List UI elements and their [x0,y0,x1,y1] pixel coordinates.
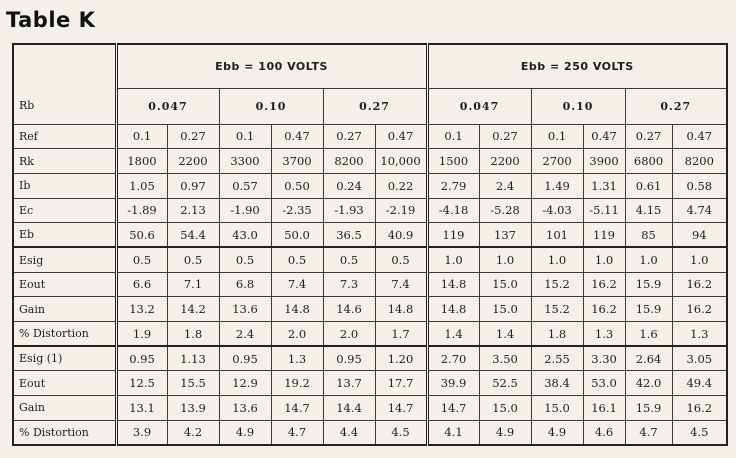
table-cell: 6.8 [219,272,271,297]
table-cell: 15.9 [625,272,672,297]
table-title: Table K [6,8,96,32]
row-label: Esig [13,247,116,272]
table-cell: -4.03 [531,198,583,223]
table-cell: 4.1 [427,420,479,445]
table-cell: 85 [625,223,672,248]
table-cell: 1800 [116,149,167,174]
table-cell: 0.58 [672,173,727,198]
table-cell: 0.5 [116,247,167,272]
table-cell: -4.18 [427,198,479,223]
table-cell: 7.4 [271,272,323,297]
header-blank-cell [13,44,116,88]
table-cell: 16.2 [672,396,727,421]
table-cell: 15.5 [167,371,219,396]
row-header-rb: Rb [13,88,116,124]
table-cell: 7.3 [323,272,375,297]
table-cell: 0.5 [271,247,323,272]
table-cell: 119 [583,223,625,248]
table-cell: 3.05 [672,346,727,371]
table-cell: 137 [479,223,531,248]
table-cell: 3.50 [479,346,531,371]
table-cell: 3300 [219,149,271,174]
rb-header: 0.27 [625,88,727,124]
table-cell: 16.2 [672,272,727,297]
table-cell: 0.95 [323,346,375,371]
table-cell: 49.4 [672,371,727,396]
table-cell: 1.8 [531,322,583,347]
table-cell: -1.90 [219,198,271,223]
table-cell: 101 [531,223,583,248]
table-cell: 54.4 [167,223,219,248]
table-cell: 15.0 [479,297,531,322]
table-cell: 53.0 [583,371,625,396]
table-cell: 6800 [625,149,672,174]
table-cell: 39.9 [427,371,479,396]
table-cell: 38.4 [531,371,583,396]
table-cell: 2.13 [167,198,219,223]
table-cell: 16.2 [672,297,727,322]
table-cell: 2.79 [427,173,479,198]
table-cell: 4.9 [531,420,583,445]
table-cell: 19.2 [271,371,323,396]
table-cell: 4.9 [479,420,531,445]
table-cell: 2.0 [271,322,323,347]
table-cell: 1.0 [479,247,531,272]
table-cell: 0.24 [323,173,375,198]
table-cell: 0.27 [167,124,219,149]
rb-header: 0.10 [219,88,323,124]
table-cell: 0.50 [271,173,323,198]
table-cell: 3.9 [116,420,167,445]
table-cell: 3700 [271,149,323,174]
table-cell: 1.0 [583,247,625,272]
table-cell: 1.3 [583,322,625,347]
table-cell: 0.5 [375,247,427,272]
table-cell: 7.4 [375,272,427,297]
table-cell: 4.7 [271,420,323,445]
table-cell: 2700 [531,149,583,174]
table-cell: 42.0 [625,371,672,396]
table-cell: 0.97 [167,173,219,198]
table-cell: 7.1 [167,272,219,297]
table-cell: 13.2 [116,297,167,322]
table-cell: 1.0 [672,247,727,272]
table-cell: 2200 [479,149,531,174]
table-cell: 0.5 [167,247,219,272]
table-cell: 1.4 [479,322,531,347]
table-body [13,124,727,445]
table-cell: 14.7 [375,396,427,421]
table-cell: 4.2 [167,420,219,445]
table-row [13,173,727,198]
row-label: Rk [13,149,116,174]
table-cell: 15.0 [479,396,531,421]
table-cell: 119 [427,223,479,248]
table-row [13,223,727,248]
table-cell: 13.9 [167,396,219,421]
table-row [13,371,727,396]
table-cell: 0.5 [219,247,271,272]
table-cell: 0.61 [625,173,672,198]
table-cell: 1.0 [625,247,672,272]
table-cell: 12.9 [219,371,271,396]
rb-header: 0.047 [116,88,219,124]
table-cell: 0.47 [375,124,427,149]
table-cell: 1.20 [375,346,427,371]
table-cell: 15.9 [625,396,672,421]
table-row [13,420,727,445]
table-cell: 4.74 [672,198,727,223]
table-cell: 0.27 [479,124,531,149]
table-cell: 0.1 [116,124,167,149]
table-cell: 0.47 [672,124,727,149]
table-cell: 15.2 [531,272,583,297]
table-cell: 17.7 [375,371,427,396]
row-label: Ib [13,173,116,198]
table-cell: 94 [672,223,727,248]
table-cell: 2.55 [531,346,583,371]
table-cell: 0.27 [323,124,375,149]
table-row [13,297,727,322]
table-row [13,346,727,371]
table-cell: 2.0 [323,322,375,347]
table-cell: 52.5 [479,371,531,396]
table-cell: 10,000 [375,149,427,174]
table-cell: 43.0 [219,223,271,248]
table-cell: 8200 [323,149,375,174]
table-cell: 16.2 [583,297,625,322]
table-cell: -5.28 [479,198,531,223]
table-cell: 4.5 [375,420,427,445]
table-cell: 4.7 [625,420,672,445]
table-cell: 14.2 [167,297,219,322]
table-cell: 14.8 [271,297,323,322]
table-cell: -1.93 [323,198,375,223]
table-cell: 13.7 [323,371,375,396]
table-row [13,247,727,272]
table-cell: 4.5 [672,420,727,445]
table-cell: 1.0 [531,247,583,272]
table-cell: 14.7 [427,396,479,421]
table-cell: 4.9 [219,420,271,445]
table-cell: 1.0 [427,247,479,272]
table-cell: 8200 [672,149,727,174]
row-label: Eout [13,371,116,396]
table-cell: 14.7 [271,396,323,421]
table-cell: 0.27 [625,124,672,149]
table-cell: 50.6 [116,223,167,248]
table-cell: -2.19 [375,198,427,223]
table-cell: -1.89 [116,198,167,223]
table-cell: 1.13 [167,346,219,371]
row-label: % Distortion [13,322,116,347]
rb-header: 0.27 [323,88,427,124]
table-cell: 1.4 [427,322,479,347]
table-cell: 0.95 [219,346,271,371]
row-label: Esig (1) [13,346,116,371]
table-cell: 0.5 [323,247,375,272]
table-cell: 15.2 [531,297,583,322]
table-cell: 3900 [583,149,625,174]
table-cell: 1.7 [375,322,427,347]
table-cell: 0.1 [219,124,271,149]
table-cell: 0.47 [583,124,625,149]
table-cell: 0.1 [427,124,479,149]
table-cell: 1.6 [625,322,672,347]
data-table [12,43,728,446]
table-cell: 2.4 [219,322,271,347]
table-cell: 0.57 [219,173,271,198]
table-row [13,149,727,174]
table-cell: 4.6 [583,420,625,445]
table-cell: 2.64 [625,346,672,371]
table-row [13,272,727,297]
table-cell: 15.9 [625,297,672,322]
group-header-250v: Ebb = 250 VOLTS [427,44,727,88]
row-label: Gain [13,396,116,421]
table-cell: 0.1 [531,124,583,149]
table-cell: 0.95 [116,346,167,371]
table-cell: -2.35 [271,198,323,223]
table-cell: 2.4 [479,173,531,198]
table-cell: 2200 [167,149,219,174]
row-label: Ec [13,198,116,223]
table-cell: 1.9 [116,322,167,347]
table-cell: 12.5 [116,371,167,396]
table-cell: 1500 [427,149,479,174]
table-cell: 0.22 [375,173,427,198]
table-cell: 0.47 [271,124,323,149]
row-label: Gain [13,297,116,322]
rb-header: 0.10 [531,88,625,124]
table-cell: 40.9 [375,223,427,248]
row-label: % Distortion [13,420,116,445]
table-cell: 13.6 [219,396,271,421]
table-cell: 13.1 [116,396,167,421]
row-label: Ref [13,124,116,149]
table-cell: 4.15 [625,198,672,223]
table-row [13,322,727,347]
table-cell: 14.8 [427,272,479,297]
table-cell: 16.2 [583,272,625,297]
table-cell: 1.3 [271,346,323,371]
row-label: Eout [13,272,116,297]
rb-header: 0.047 [427,88,531,124]
table-cell: 14.8 [427,297,479,322]
table-cell: 4.4 [323,420,375,445]
table-cell: 1.49 [531,173,583,198]
table-cell: 6.6 [116,272,167,297]
table-cell: -5.11 [583,198,625,223]
table-cell: 16.1 [583,396,625,421]
table-cell: 1.31 [583,173,625,198]
group-header-100v: Ebb = 100 VOLTS [116,44,427,88]
table-cell: 36.5 [323,223,375,248]
row-label: Eb [13,223,116,248]
table-row [13,198,727,223]
table-cell: 2.70 [427,346,479,371]
table-cell: 1.8 [167,322,219,347]
table-cell: 1.05 [116,173,167,198]
table-cell: 15.0 [531,396,583,421]
table-cell: 1.3 [672,322,727,347]
table-cell: 14.4 [323,396,375,421]
table-cell: 14.6 [323,297,375,322]
table-row [13,124,727,149]
table-row [13,396,727,421]
table-cell: 15.0 [479,272,531,297]
table-cell: 50.0 [271,223,323,248]
table-cell: 13.6 [219,297,271,322]
table-cell: 3.30 [583,346,625,371]
table-cell: 14.8 [375,297,427,322]
